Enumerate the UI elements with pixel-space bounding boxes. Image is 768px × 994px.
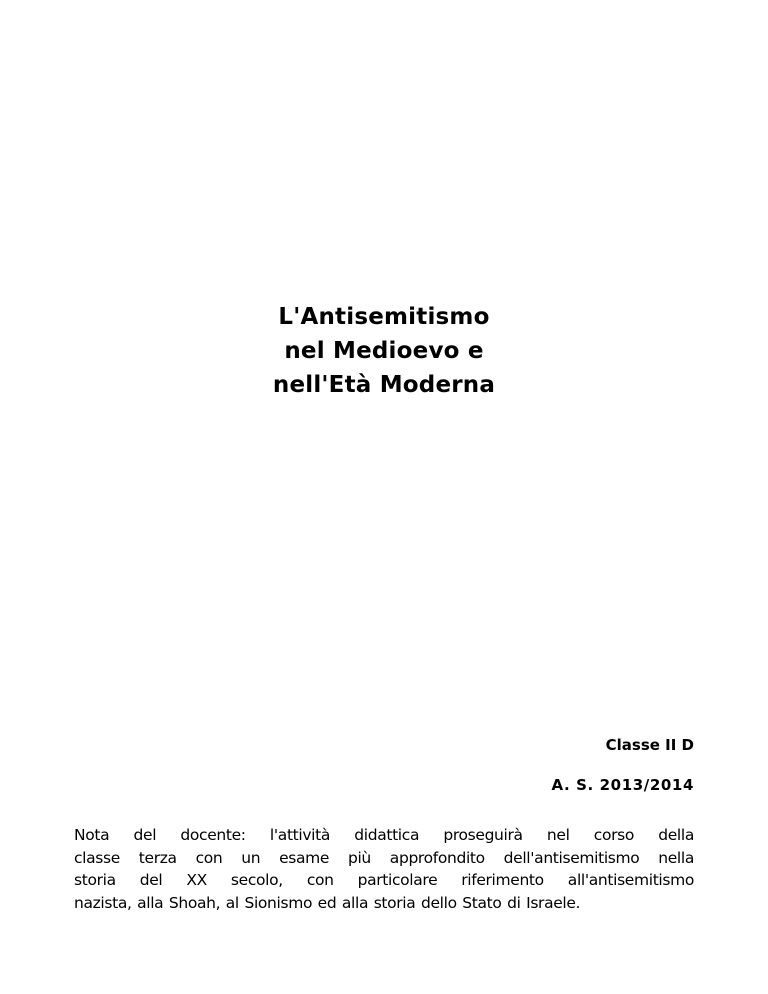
title-line-3: nell'Età Moderna <box>272 372 496 398</box>
document-title <box>0 300 768 402</box>
class-label: Classe II D <box>605 736 694 754</box>
school-year-label: A. S. 2013/2014 <box>551 776 694 794</box>
title-line-2: nel Medioevo e <box>284 338 484 364</box>
note-line-3: storia del XX secolo, con particolare riferimento all'antisemitismo <box>74 871 694 889</box>
note-line-4: nazista, alla Shoah, al Sionismo ed alla storia dello Stato di Israele. <box>74 893 581 912</box>
note-line-1: Nota del docente: l'attività didattica proseguirà nel corso della <box>74 826 694 844</box>
note-line-2: classe terza con un esame più approfondito dell'antisemitismo nella <box>74 848 694 867</box>
teacher-note <box>74 824 694 914</box>
title-line-1: L'Antisemitismo <box>278 304 490 330</box>
